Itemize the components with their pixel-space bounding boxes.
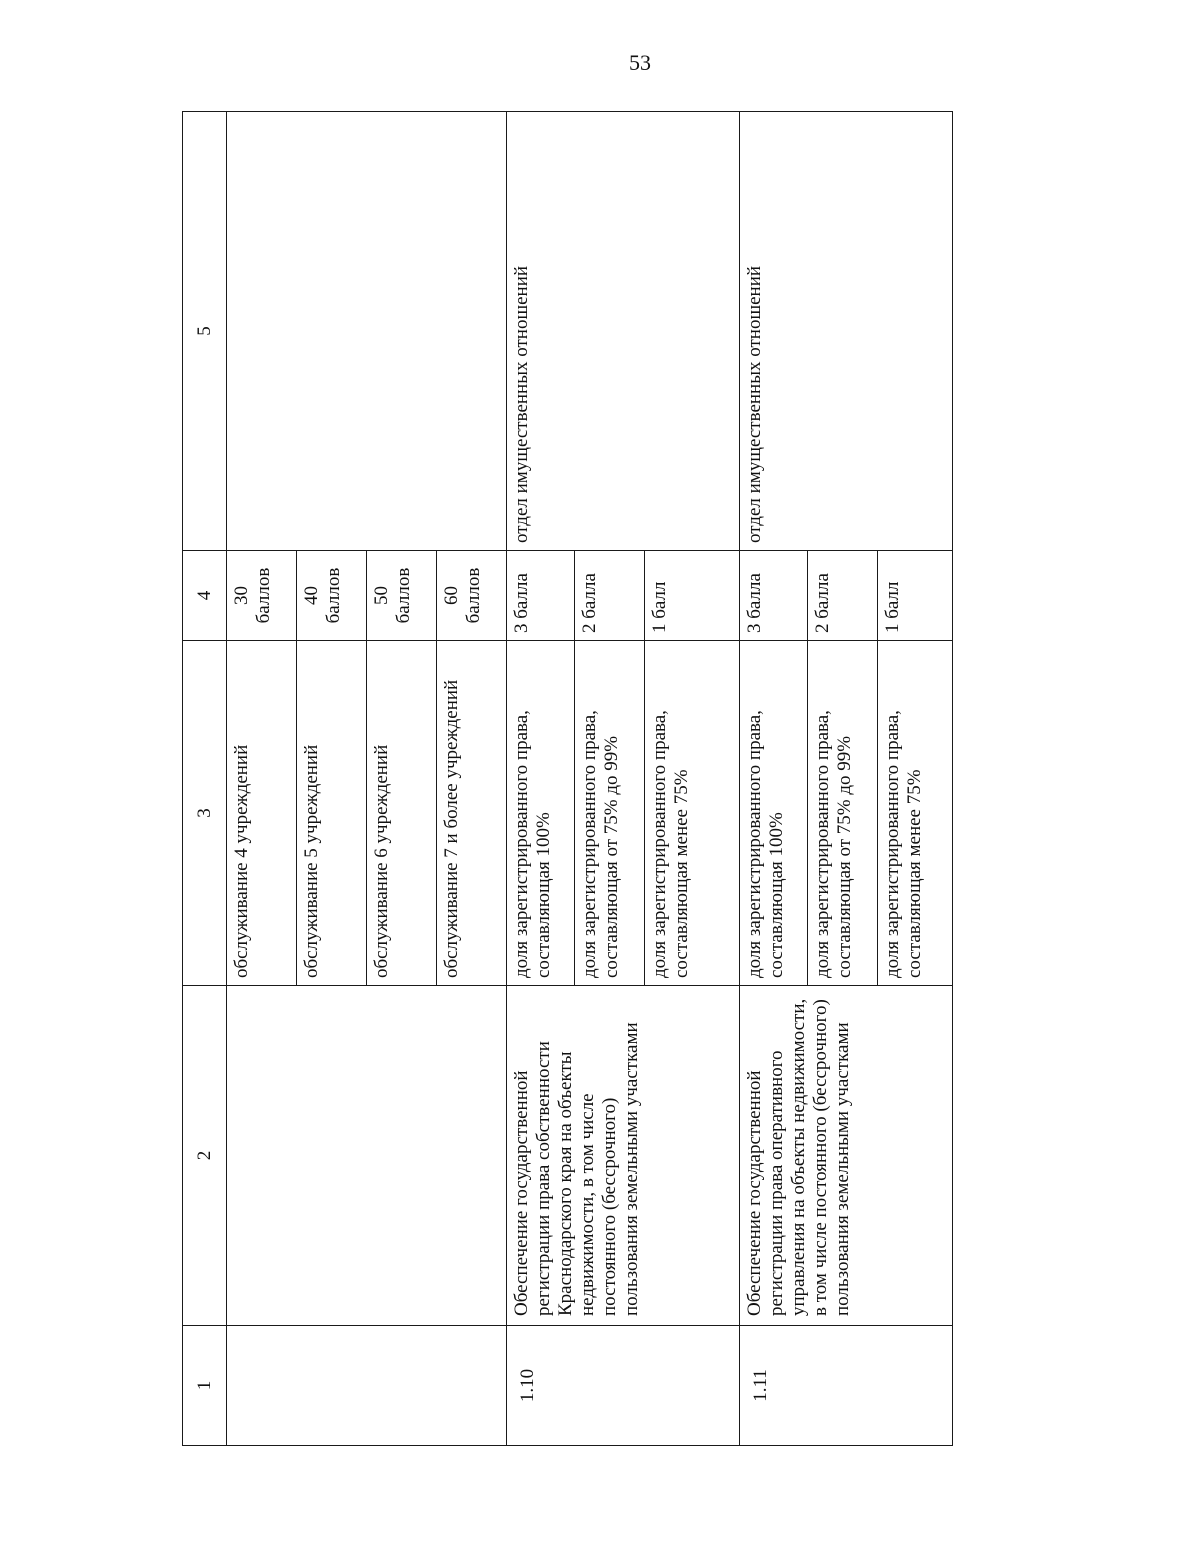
column-header-3: 3 bbox=[183, 641, 227, 986]
item-number: 1.10 bbox=[507, 1326, 740, 1446]
criterion-cell: обслуживание 6 учреждений bbox=[367, 641, 437, 986]
item-number-cell bbox=[227, 1326, 507, 1446]
column-header-5: 5 bbox=[183, 112, 227, 551]
responsible-department: отдел имущественных отношений bbox=[507, 112, 740, 551]
criterion-cell: доля зарегистрированного права, составляющая от 75% до 99% bbox=[575, 641, 645, 986]
points-cell: 1 балл bbox=[878, 551, 953, 641]
criterion-cell: обслуживание 4 учреждений bbox=[227, 641, 297, 986]
criterion-cell: обслуживание 7 и более учреждений bbox=[437, 641, 507, 986]
column-header-1: 1 bbox=[183, 1326, 227, 1446]
criterion-cell: доля зарегистрированного права, составляющая менее 75% bbox=[878, 641, 953, 986]
table-row bbox=[507, 112, 575, 1446]
points-cell: 3 балла bbox=[507, 551, 575, 641]
item-description: Обеспечение государственной регистрации права оперативного управления на объекты недвижимости, в том числе постоянного (бессрочного) пользования земельными участками bbox=[740, 986, 953, 1326]
table-row bbox=[740, 112, 808, 1446]
page-number: 53 bbox=[629, 50, 651, 75]
points-cell: 50 баллов bbox=[367, 551, 437, 641]
responsible-cell bbox=[227, 112, 507, 551]
item-description: Обеспечение государственной регистрации права собственности Краснодарского края на объекты недвижимости, в том числе постоянного (бессрочного) пользования земельными участками bbox=[507, 986, 740, 1326]
points-cell: 30 баллов bbox=[227, 551, 297, 641]
points-cell: 40 баллов bbox=[297, 551, 367, 641]
rotated-table-frame bbox=[182, 112, 952, 1446]
criterion-cell: доля зарегистрированного права, составляющая от 75% до 99% bbox=[808, 641, 878, 986]
points-cell: 2 балла bbox=[808, 551, 878, 641]
points-cell: 60 баллов bbox=[437, 551, 507, 641]
points-cell: 3 балла bbox=[740, 551, 808, 641]
criterion-cell: доля зарегистрированного права, составляющая 100% bbox=[740, 641, 808, 986]
responsible-department: отдел имущественных отношений bbox=[740, 112, 953, 551]
header-row bbox=[183, 112, 227, 1446]
points-cell: 2 балла bbox=[575, 551, 645, 641]
item-description-cell bbox=[227, 986, 507, 1326]
criterion-cell: доля зарегистрированного права, составляющая менее 75% bbox=[645, 641, 740, 986]
criterion-cell: обслуживание 5 учреждений bbox=[297, 641, 367, 986]
evaluation-table bbox=[182, 111, 953, 1446]
criterion-cell: доля зарегистрированного права, составляющая 100% bbox=[507, 641, 575, 986]
column-header-4: 4 bbox=[183, 551, 227, 641]
points-cell: 1 балл bbox=[645, 551, 740, 641]
table-row bbox=[227, 112, 297, 1446]
item-number: 1.11 bbox=[740, 1326, 953, 1446]
column-header-2: 2 bbox=[183, 986, 227, 1326]
